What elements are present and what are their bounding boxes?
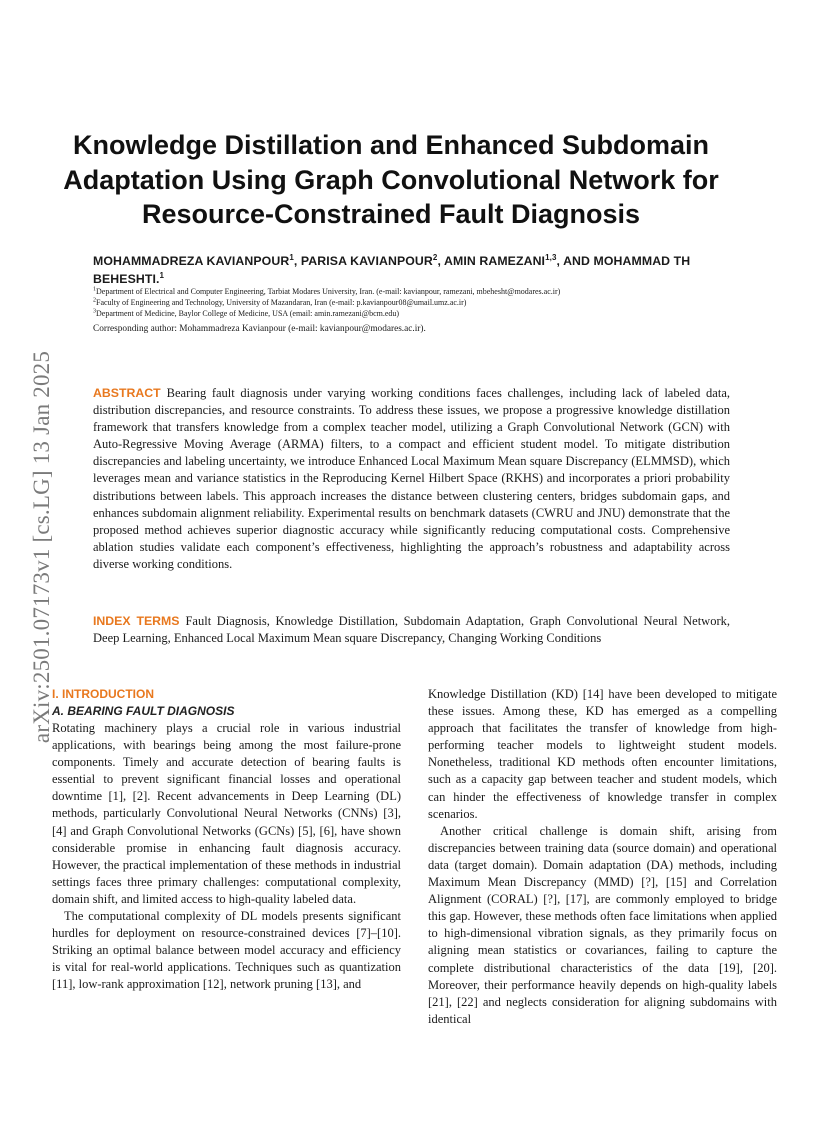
affiliation-list [93,286,753,319]
body-paragraph: The computational complexity of DL models presents significant hurdles for deployment on resource-constrained devices [7]–[10]. Striking an optimal balance between model accuracy and efficiency is vital for real-world applications. Techniques such as quantization [11], low-rank approximation [12], network pruning [13], and [52,909,401,992]
abstract-text: Bearing fault diagnosis under varying working conditions faces challenges, including lack of labeled data, distribution discrepancies, and resource constraints. To address these issues, we propose a progressive knowledge distillation framework that transfers knowledge from a complex teacher model, utilizing a Graph Convolutional Network (GCN) with Auto-Regressive Moving Average (ARMA) filters, to a compact and efficient student model. To mitigate distribution discrepancies and labeling uncertainty, we introduce Enhanced Local Maximum Mean square Discrepancy (ELMMSD), which leverages mean and variance statistics in the Reproducing Kernel Hilbert Space (RKHS) and incorporates a priori probability distributions between labels. This approach increases the distance between clustering centers, bridges subdomain gaps, and enhances subdomain alignment reliability. Experimental results on benchmark datasets (CWRU and JNU) demonstrate that the proposed method achieves superior diagnostic accuracy while significantly reducing computational costs. Comprehensive ablation studies validate each component’s effectiveness, highlighting the approach’s robustness and adaptability across diverse working conditions. [93,386,730,571]
right-column [428,686,777,1028]
author-separator: , AND [556,254,594,268]
arxiv-id-text: arXiv:2501.07173v1 [cs.LG] 13 Jan 2025 [29,350,54,743]
section-heading: I. INTRODUCTION [52,687,154,701]
body-paragraph: Another critical challenge is domain shift, arising from discrepancies between training data (source domain) and operational data (target domain). Domain adaptation (DA) methods, including Maximum Mean Discrepancy (MMD) [?], [15] and Correlation Alignment (CORAL) [?], [17], are commonly employed to bridge this gap. However, these methods often face limitations when applied to high-dimensional vibration signals, as they primarily focus on aligning mean statistics or covariances, failing to capture the complete distributional characteristics of the data [19], [20]. Moreover, their performance heavily depends on high-quality labels [21], [22] and neglects consideration for aligning subdomains with identical [428,823,777,1026]
author-separator: , [437,254,445,268]
affiliation-text: Department of Medicine, Baylor College of Medicine, USA (email: amin.ramezani@bcm.edu) [96,309,400,318]
corresponding-author-note: Corresponding author: Mohammadreza Kavianpour (e-mail: kavianpour@modares.ac.ir). [93,324,426,334]
author-affiliation-mark: 2 [432,252,438,262]
affiliation-text: Faculty of Engineering and Technology, University of Mazandaran, Iran (e-mail: p.kavianpour08@umail.umz.ac.ir) [96,298,467,307]
subsection-heading: A. BEARING FAULT DIAGNOSIS [52,704,235,718]
body-paragraph: Knowledge Distillation (KD) [14] have been developed to mitigate these issues. Among these, KD has emerged as a compelling approach that facilitates the transfer of knowledge from high-performing teacher models to lightweight student models. Nonetheless, traditional KD methods often encounter limitations, such as a capacity gap between teacher and student models, which can hinder the effectiveness of knowledge transfer in complex scenarios. [428,687,777,821]
affiliation-number: 2 [93,297,96,304]
author-affiliation-mark: 1 [159,270,165,280]
index-terms [93,613,730,647]
index-terms-label: INDEX TERMS [93,614,180,628]
affiliation [93,286,753,297]
author-separator: , [293,254,301,268]
author-name: MOHAMMAD TH BEHESHTI. [93,254,691,286]
affiliation [93,297,753,308]
affiliation-number: 3 [93,308,96,315]
index-terms-text: Fault Diagnosis, Knowledge Distillation, Subdomain Adaptation, Graph Convolutional Neural Network, Deep Learning, Enhanced Local Maximum Mean square Discrepancy, Changing Working Conditions [93,614,730,646]
abstract [93,385,730,573]
author-name: MOHAMMADREZA KAVIANPOUR [93,254,290,268]
author-affiliation-mark: 1,3 [545,252,557,262]
paper-title: Knowledge Distillation and Enhanced Subdomain Adaptation Using Graph Convolutional Network for Resource-Constrained Fault Diagnosis [63,130,719,229]
author-name: PARISA KAVIANPOUR [300,254,433,268]
author-affiliation-mark: 1 [289,252,294,262]
left-column [52,686,401,994]
affiliation [93,308,753,319]
author-name: AMIN RAMEZANI [444,254,546,268]
affiliation-number: 1 [93,286,96,293]
affiliation-text: Department of Electrical and Computer Engineering, Tarbiat Modares University, Iran. (e-mail: kavianpour, ramezani, mbehesht@modares.ac.ir) [96,287,561,296]
author-list [93,252,753,288]
abstract-label: ABSTRACT [93,386,161,400]
body-paragraph: Rotating machinery plays a crucial role in various industrial applications, with bearings being among the most failure-prone components. Timely and accurate detection of bearing faults is essential to prevent significant financial losses and operational downtime [1], [2]. Recent advancements in Deep Learning (DL) methods, particularly Convolutional Neural Networks (CNNs) [3], [4] and Graph Convolutional Networks (GCNs) [5], [6], have shown considerable promise in enhancing fault diagnosis accuracy. However, the practical implementation of these methods in industrial settings faces three primary challenges: computational complexity, domain shift, and limited access to high-quality labeled data. [52,721,401,906]
